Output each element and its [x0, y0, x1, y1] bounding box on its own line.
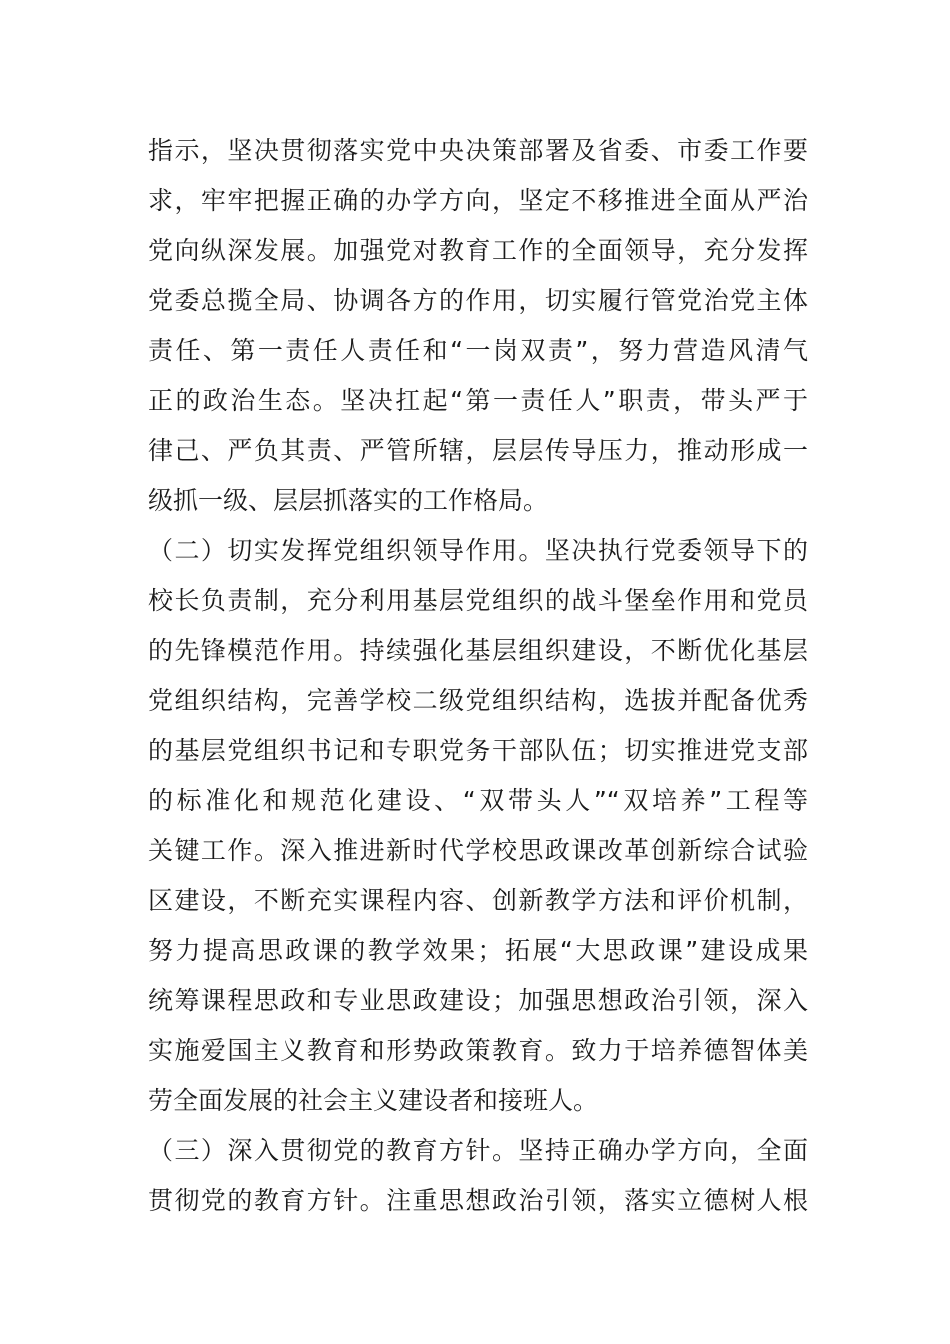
- text-line: 党委总揽全局、协调各方的作用，切实履行管党治党主体: [148, 286, 808, 315]
- text-line: 的标准化和规范化建设、“双带头人”“双培养”工程等: [148, 786, 808, 815]
- text-line: （三）深入贯彻党的教育方针。坚持正确办学方向，全面: [148, 1136, 808, 1165]
- text-line: 努力提高思政课的教学效果；拓展“大思政课”建设成果: [148, 936, 808, 965]
- text-line: 党向纵深发展。加强党对教育工作的全面领导，充分发挥: [148, 236, 808, 265]
- text-line: 正的政治生态。坚决扛起“第一责任人”职责，带头严于: [148, 386, 808, 415]
- text-line: 区建设，不断充实课程内容、创新教学方法和评价机制，: [148, 886, 808, 915]
- text-line: 统筹课程思政和专业思政建设；加强思想政治引领，深入: [148, 986, 808, 1015]
- text-line: 校长负责制，充分利用基层党组织的战斗堡垒作用和党员: [148, 586, 808, 615]
- text-line: 实施爱国主义教育和形势政策教育。致力于培养德智体美: [148, 1036, 808, 1065]
- text-line: 求，牢牢把握正确的办学方向，坚定不移推进全面从严治: [148, 186, 808, 215]
- text-line: 级抓一级、层层抓落实的工作格局。: [148, 486, 549, 515]
- text-line: 的先锋模范作用。持续强化基层组织建设，不断优化基层: [148, 636, 808, 665]
- text-line: 律己、严负其责、严管所辖，层层传导压力，推动形成一: [148, 436, 808, 465]
- text-line: 的基层党组织书记和专职党务干部队伍；切实推进党支部: [148, 736, 808, 765]
- text-line: 劳全面发展的社会主义建设者和接班人。: [148, 1086, 599, 1115]
- text-line: 贯彻党的教育方针。注重思想政治引领，落实立德树人根: [148, 1186, 808, 1215]
- text-line: 党组织结构，完善学校二级党组织结构，选拔并配备优秀: [148, 686, 808, 715]
- text-line: 关键工作。深入推进新时代学校思政课改革创新综合试验: [148, 836, 808, 865]
- text-line: 责任、第一责任人责任和“一岗双责”，努力营造风清气: [148, 336, 808, 365]
- text-line: （二）切实发挥党组织领导作用。坚决执行党委领导下的: [148, 536, 808, 565]
- text-line: 指示，坚决贯彻落实党中央决策部署及省委、市委工作要: [148, 136, 808, 165]
